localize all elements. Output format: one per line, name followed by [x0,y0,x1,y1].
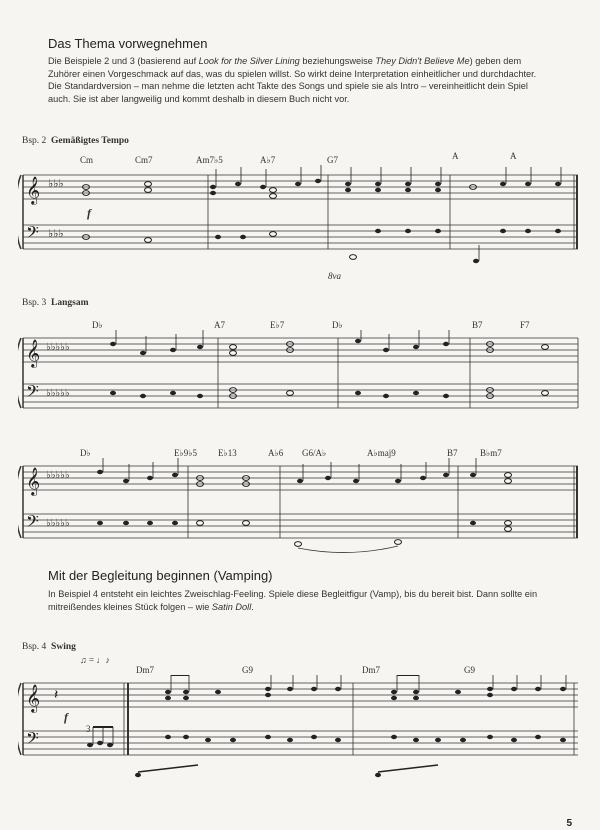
chord-symbol: A♭6 [268,448,284,458]
chord-symbol: A♭maj9 [367,448,396,458]
chord-symbol: E♭9♭5 [174,448,197,458]
chord-symbol: G9 [464,665,475,675]
chord-symbol: G6/A♭ [302,448,327,458]
svg-text:𝄢: 𝄢 [26,728,39,752]
svg-text:𝄞: 𝄞 [26,467,41,495]
svg-text:♭♭♭♭♭: ♭♭♭♭♭ [46,342,70,353]
music-system-ex3-row1 [18,330,582,420]
music-system-ex4 [18,675,582,785]
chord-symbol: E♭13 [218,448,237,458]
chord-symbol: B♭m7 [480,448,502,458]
para-text: Die Beispiele 2 und 3 (basierend auf [48,56,199,66]
section-heading-vamping: Mit der Begleitung beginnen (Vamping) [48,568,273,583]
chord-symbol: D♭ [80,448,91,458]
swing-marker: ♫ = ♩♪ [80,655,110,665]
chord-symbol: Dm7 [136,665,154,675]
svg-text:♭♭♭♭♭: ♭♭♭♭♭ [46,518,70,529]
svg-text:𝄞: 𝄞 [26,339,41,367]
svg-text:♭♭♭♭♭: ♭♭♭♭♭ [46,470,70,481]
chord-symbol: B7 [472,320,483,330]
chord-symbol: D♭ [92,320,103,330]
example-4-label: Bsp. 4 Swing [22,642,76,652]
song-title: They Didn't Believe Me [375,56,470,66]
chord-symbol: B7 [447,448,458,458]
notes-measure-4 [470,182,562,263]
svg-text:𝄢: 𝄢 [26,511,39,535]
svg-text:♭♭♭♭♭: ♭♭♭♭♭ [46,388,70,399]
ottava-marking: 8va [328,271,341,281]
notes-measure-1 [83,182,152,243]
chord-symbol: F7 [520,320,530,330]
example-2-label: Bsp. 2 Gemäßigtes Tempo [22,136,129,146]
para-text: . [251,601,254,612]
chord-symbol: Cm7 [135,155,153,165]
dynamic-forte: f [64,710,68,724]
svg-text:♭♭♭: ♭♭♭ [48,177,64,190]
section-heading-thema: Das Thema vorwegnehmen [48,36,208,51]
chord-symbol: A [452,151,459,161]
para-text: ) geben dem Zuhörer einen Vorgeschmack auf das, was du spielen willst. So wirkt deine Interpretation einheitlicher und durchdachter. Die Standardversion – man nehme die letzten acht Takte des Songs und spiele sie als Intro – vereinheitlicht dein Spiel auch. Sie ist aber langweilig und kommt deshalb in diesem Buch nicht vor. [48,56,537,104]
svg-text:♭♭♭: ♭♭♭ [48,227,64,240]
svg-text:𝄢: 𝄢 [26,222,39,246]
notes-measure-2 [210,179,321,239]
triplet-marker: 3 [86,724,91,734]
page-number: 5 [566,818,572,829]
svg-text:𝄞: 𝄞 [26,684,41,712]
paragraph-thema [48,55,548,105]
dynamic-forte: f [87,206,91,220]
svg-text:𝄞: 𝄞 [26,176,41,204]
song-title: Look for the Silver Lining [198,56,300,66]
chord-symbol: Dm7 [362,665,380,675]
chord-symbol: Am7♭5 [196,155,223,165]
para-text: In Beispiel 4 entsteht ein leichtes Zweischlag-Feeling. Spiele diese Begleitfigur (Vamp), bis du bereit bist. Dann sollte ein mitreißendes kleines Stück folgen – wie [48,589,538,612]
music-system-ex2 [18,165,582,285]
chord-symbol: Cm [80,155,94,165]
chord-symbol: D♭ [332,320,343,330]
chord-symbol: G9 [242,665,253,675]
paragraph-vamping [48,588,548,613]
music-system-ex3-row2 [18,458,582,558]
example-3-label: Bsp. 3 Langsam [22,298,89,308]
chord-symbol: A [510,151,517,161]
svg-text:𝄢: 𝄢 [26,381,39,405]
para-text: beziehungsweise [299,56,376,66]
chord-symbol: E♭7 [270,320,285,330]
chord-symbol: G7 [327,155,338,165]
chord-symbol: A7 [214,320,225,330]
song-title: Satin Doll [211,601,252,612]
svg-text:𝄽: 𝄽 [54,687,59,703]
chord-symbol: A♭7 [260,155,276,165]
notes-measure-3 [345,182,441,260]
